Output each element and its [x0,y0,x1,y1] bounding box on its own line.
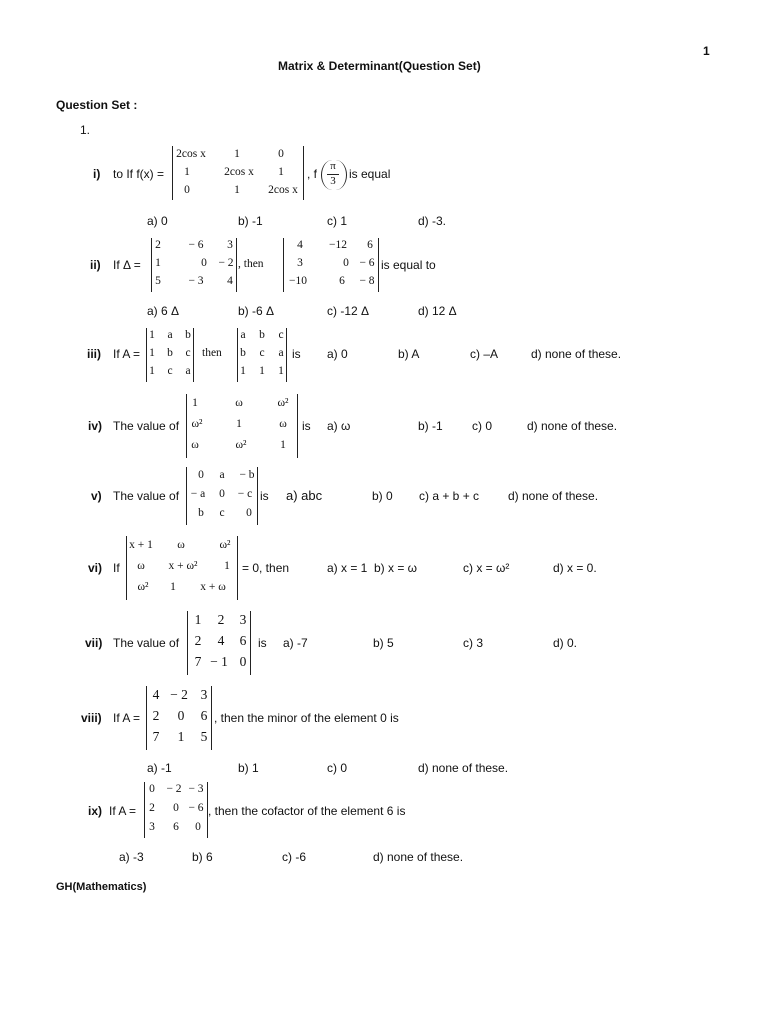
option-d: d) x = 0. [553,561,597,575]
option-b: b) 5 [373,636,394,650]
determinant: 0 a − b − a 0 − c b c 0 [186,467,258,525]
question-label: i) [93,167,101,181]
option-c: c) a + b + c [419,489,480,503]
question-text: is equal to [381,258,436,272]
question-label: vi) [88,561,103,575]
option-b: b) -1 [418,419,443,433]
question-text: , then the minor of the element 0 is [214,711,399,725]
determinant: 0 − 2 − 3 2 0 − 6 3 6 0 [144,782,208,838]
option-a: a) -7 [283,636,308,650]
option-a: a) 0 [147,214,168,228]
question-text: If A = [113,347,141,361]
question-text: If [113,561,120,575]
determinant: 2 − 6 3 1 0 − 2 5 − 3 4 [151,238,237,292]
option-c: c) 1 [327,214,348,228]
question-text: is equal [349,167,391,181]
option-d: d) none of these. [373,850,464,864]
page-number: 1 [703,44,710,58]
option-c: c) -12 Δ [327,304,370,318]
option-a: a) 6 Δ [147,304,180,318]
question-text: = 0, then [242,561,290,575]
question-text: is [258,636,267,650]
option-d: d) 0. [553,636,578,650]
option-d: d) none of these. [508,489,599,503]
determinant: 4 −12 6 3 0 − 6 −10 6 − 8 [283,238,379,292]
determinant: 2cos x 1 0 1 2cos x 1 0 1 2cos x [172,146,304,200]
question-text: is [302,419,311,433]
question-label: viii) [81,711,102,725]
question-number: 1. [80,123,91,137]
question-text: The value of [113,636,180,650]
option-a: a) 0 [327,347,348,361]
determinant: 1 a b 1 b c 1 c a [146,328,194,382]
option-c: c) 0 [327,761,348,775]
option-d: d) 12 Δ [418,304,457,318]
option-b: b) 6 [192,850,213,864]
option-b: b) 1 [238,761,259,775]
determinant: a b c b c a 1 1 1 [237,328,287,382]
question-text: If A = [113,711,141,725]
question-label: vii) [85,636,103,650]
option-d: d) none of these. [418,761,509,775]
option-b: b) -6 Δ [238,304,275,318]
question-text: to If f(x) = [113,167,165,181]
option-a: a) ω [327,419,351,433]
question-text: is [292,347,301,361]
question-text: If Δ = [113,258,141,272]
footer-label: GH(Mathematics) [56,881,147,893]
option-a: a) abc [286,488,323,503]
option-c: c) 3 [463,636,484,650]
option-a: a) x = 1 [327,561,368,575]
option-c: c) -6 [282,850,306,864]
option-c: c) x = ω² [463,561,510,575]
question-text: , then the cofactor of the element 6 is [208,804,406,818]
option-a: a) -1 [147,761,172,775]
question-label: ix) [88,804,103,818]
option-b: b) x = ω [374,561,418,575]
question-label: iv) [88,419,103,433]
option-c: c) 0 [472,419,493,433]
question-text: The value of [113,489,180,503]
option-d: d) none of these. [527,419,618,433]
determinant: 1 2 3 2 4 6 7 − 1 0 [187,611,251,675]
question-text: then [202,347,222,359]
question-label: v) [91,489,102,503]
determinant: 4 − 2 3 2 0 6 7 1 5 [146,686,212,750]
question-label: ii) [90,258,101,272]
section-heading: Question Set : [56,98,138,112]
option-c: c) –A [470,347,499,361]
determinant: x + 1 ω ω² ω x + ω² 1 ω² 1 x + ω [126,536,238,600]
option-d: d) none of these. [531,347,622,361]
question-text: , f [307,167,318,181]
fraction: π 3 [324,157,342,191]
question-text: If A = [109,804,137,818]
option-b: b) A [398,347,420,361]
question-text: The value of [113,419,180,433]
option-d: d) -3. [418,214,447,228]
option-b: b) 0 [372,489,393,503]
option-b: b) -1 [238,214,263,228]
question-label: iii) [87,347,101,361]
page-title: Matrix & Determinant(Question Set) [278,59,481,73]
question-text: is [260,489,269,503]
question-text: , then [238,258,264,270]
option-a: a) -3 [119,850,144,864]
determinant: 1 ω ω² ω² 1 ω ω ω² 1 [186,394,298,458]
